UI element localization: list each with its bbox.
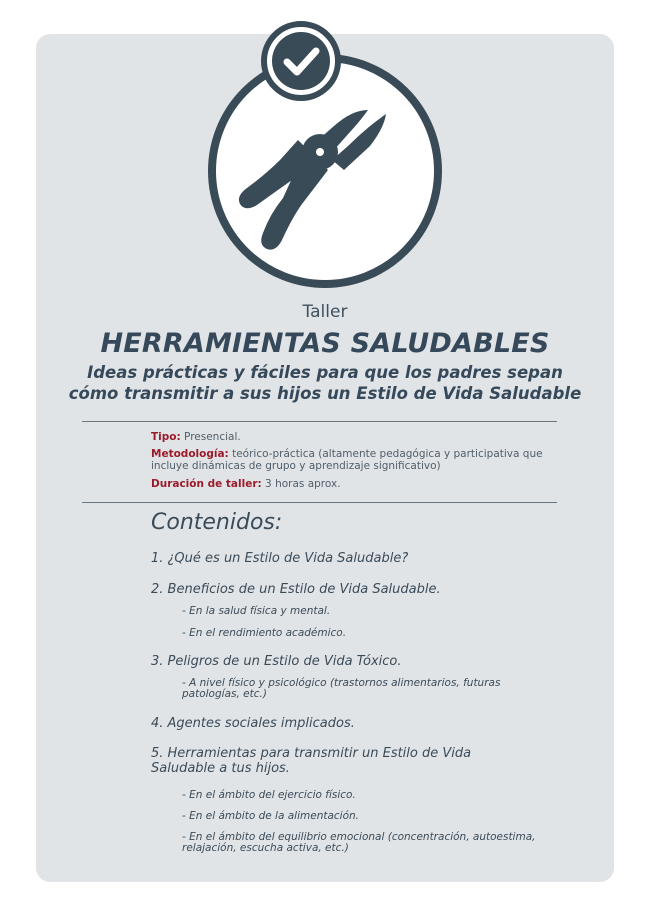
eyebrow-label: Taller bbox=[302, 302, 348, 322]
contents-heading: Contenidos: bbox=[151, 510, 283, 535]
list-item: 1. ¿Qué es un Estilo de Vida Saludable? bbox=[151, 551, 409, 566]
header-illustration bbox=[0, 0, 650, 300]
subtitle bbox=[0, 362, 650, 404]
check-badge bbox=[264, 24, 338, 98]
subtitle-line-1: Ideas prácticas y fáciles para que los padres sepan bbox=[87, 363, 563, 382]
subtitle-line-2: cómo transmitir a sus hijos un Estilo de Vida Saludable bbox=[68, 384, 582, 403]
list-item: 5. Herramientas para transmitir un Estilo de Vida Saludable a tus hijos. bbox=[151, 746, 472, 776]
list-subitem: - En el rendimiento académico. bbox=[182, 627, 347, 639]
duracion-label: Duración de taller: bbox=[151, 478, 262, 490]
tipo-label: Tipo: bbox=[151, 431, 181, 443]
check-circle bbox=[272, 32, 330, 90]
list-item: 4. Agentes sociales implicados. bbox=[151, 716, 355, 731]
metodologia-value: teórico-práctica (altamente pedagógica y participativa que incluye dinámicas de grupo y aprendizaje significativo) bbox=[151, 448, 543, 472]
info-tipo bbox=[151, 431, 551, 443]
list-subitem: - En el ámbito de la alimentación. bbox=[182, 810, 360, 822]
list-subitem: - En la salud física y mental. bbox=[182, 605, 331, 617]
list-item: 3. Peligros de un Estilo de Vida Tóxico. bbox=[151, 654, 402, 669]
tipo-value: Presencial. bbox=[180, 431, 241, 443]
list-item: 2. Beneficios de un Estilo de Vida Saludable. bbox=[151, 582, 441, 597]
list-subitem: - En el ámbito del ejercicio físico. bbox=[182, 789, 356, 801]
pivot-dot bbox=[316, 148, 324, 156]
info-metodologia bbox=[151, 448, 551, 472]
divider-top bbox=[82, 421, 557, 422]
page-title: HERRAMIENTAS SALUDABLES bbox=[100, 328, 550, 359]
list-subitem: - A nivel físico y psicológico (trastornos alimentarios, futuras patologías, etc.) bbox=[182, 677, 501, 700]
info-duracion bbox=[151, 478, 551, 490]
metodologia-label: Metodología: bbox=[151, 448, 229, 460]
divider-bottom bbox=[82, 502, 557, 503]
duracion-value: 3 horas aprox. bbox=[261, 478, 341, 490]
list-subitem: - En el ámbito del equilibrio emocional (concentración, autoestima, relajación, escucha activa, etc.) bbox=[182, 831, 536, 854]
